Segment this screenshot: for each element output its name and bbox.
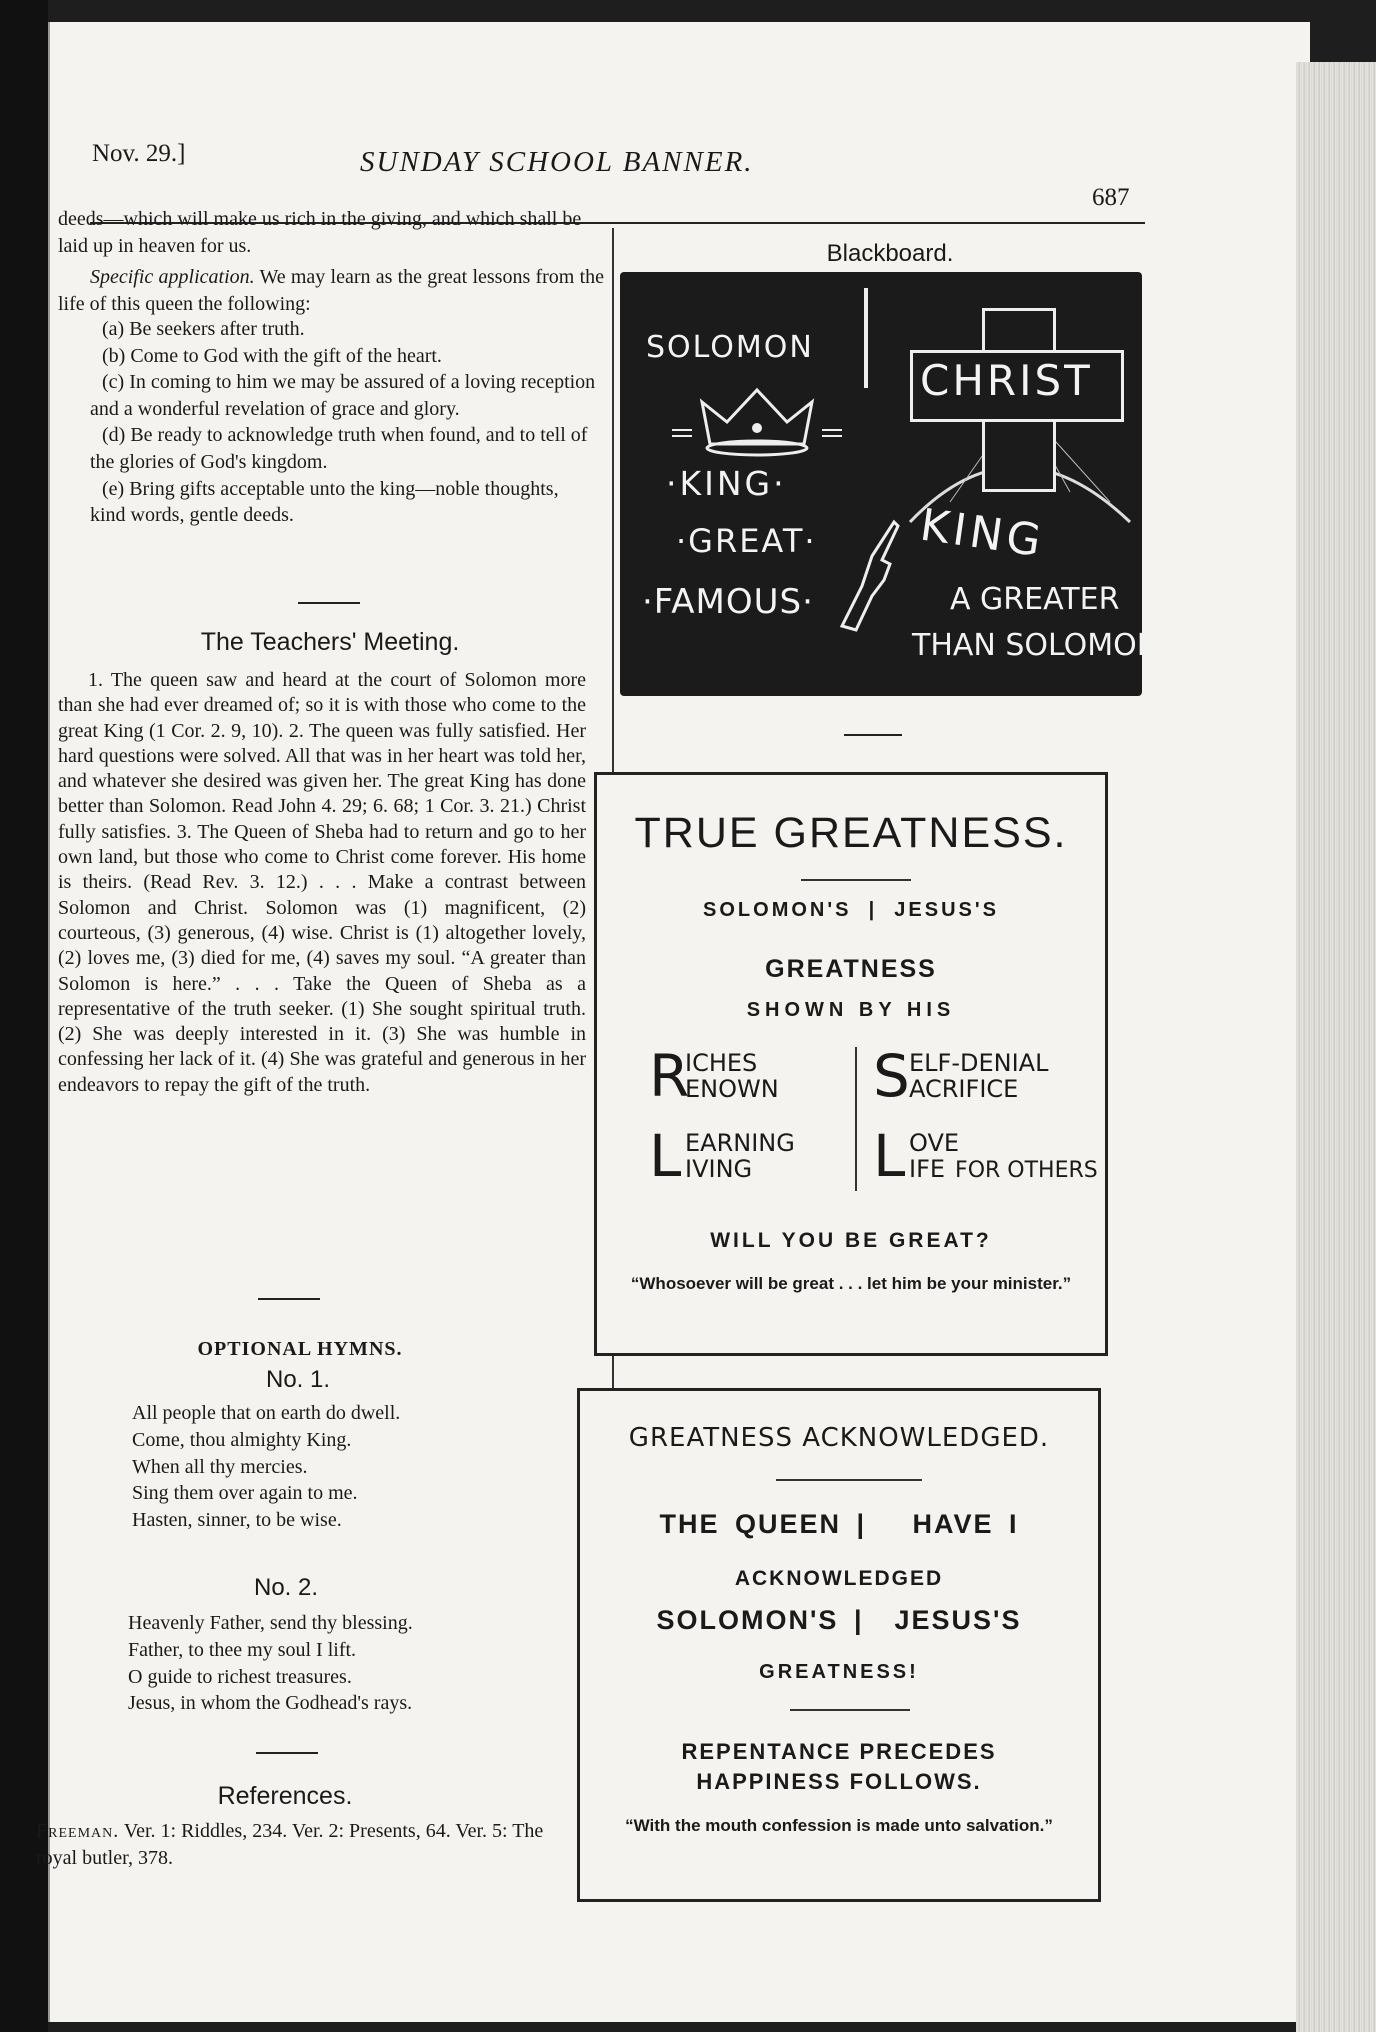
greatness-acknowledged-heads: THE QUEEN | HAVE I — [659, 1509, 1019, 1539]
greatness-acknowledged-names: SOLOMON'S | JESUS'S — [656, 1605, 1022, 1635]
hymn-line: When all thy mercies. — [132, 1455, 308, 1478]
hymn-line: Heavenly Father, send thy blessing. — [128, 1612, 413, 1634]
true-greatness-quote: “Whosoever will be great . . . let him be your minister.” — [630, 1274, 1072, 1293]
specific-text: We may learn as the great lessons from the life of this queen the following: — [58, 266, 605, 315]
initial-letter: L — [649, 1122, 682, 1190]
true-greatness-box — [594, 772, 1108, 1356]
application-item: (b) Come to God with the gift of the heart. — [102, 344, 442, 367]
pointing-hand-icon — [832, 516, 912, 636]
blackboard-illustration — [620, 272, 1160, 696]
inner-rule — [790, 1709, 910, 1711]
word-rest: ENOWN — [685, 1075, 779, 1103]
header-title: SUNDAY SCHOOL BANNER. — [360, 146, 754, 178]
greatness-acknowledged-title: GREATNESS ACKNOWLEDGED. — [628, 1423, 1050, 1453]
happiness-follows: HAPPINESS FOLLOWS. — [696, 1769, 982, 1794]
blackboard-king: ·KING· — [666, 464, 787, 503]
repentance-precedes: REPENTANCE PRECEDES — [681, 1739, 997, 1764]
references-body — [36, 1818, 586, 1871]
word-rest: OVE — [909, 1129, 960, 1157]
blackboard-famous: ·FAMOUS· — [642, 582, 814, 622]
hymn-number-2: No. 2. — [253, 1574, 319, 1601]
comparison-divider — [855, 1047, 857, 1191]
page-edges — [1296, 62, 1376, 2032]
word-rest: ELF-DENIAL — [909, 1049, 1049, 1077]
word-rest: ICHES — [685, 1049, 758, 1077]
inner-rule — [801, 879, 911, 881]
word-rest: IVING — [685, 1155, 753, 1183]
hymn-number-1: No. 1. — [265, 1366, 331, 1393]
will-you-be-great: WILL YOU BE GREAT? — [710, 1229, 992, 1252]
specific-label: Specific application. — [90, 266, 255, 288]
hymn-line: Hasten, sinner, to be wise. — [132, 1509, 342, 1532]
binding-shadow — [0, 0, 48, 2032]
section-rule — [298, 602, 360, 604]
acknowledged-label: ACKNOWLEDGED — [734, 1567, 944, 1590]
inner-rule — [776, 1479, 922, 1481]
blackboard-king-large: KING — [917, 499, 1048, 568]
application-item: (c) In coming to him we may be assured of a loving reception and a wonderful revelation of grace and glory. — [90, 371, 596, 420]
blackboard-than-solomon: THAN SOLOMON — [912, 628, 1160, 663]
header-date: Nov. 29.] — [92, 140, 186, 167]
intro-paragraph: deeds—which will make us rich in the giving, and which shall be laid up in heaven for us. — [58, 208, 582, 257]
initial-letter: R — [649, 1042, 690, 1110]
hymn-line: All people that on earth do dwell. — [132, 1402, 401, 1424]
applications-list — [90, 316, 598, 529]
crown-icon — [672, 382, 842, 462]
hymn-list-2 — [128, 1610, 548, 1717]
greatness-acknowledged-quote: “With the mouth confession is made unto salvation.” — [625, 1816, 1053, 1835]
blackboard-solomon: SOLOMON — [646, 330, 814, 365]
hymn-line: O guide to richest treasures. — [128, 1665, 352, 1688]
true-greatness-greatness: GREATNESS — [765, 955, 937, 983]
page-number: 687 — [1092, 184, 1130, 211]
hymn-line: Come, thou almighty King. — [132, 1428, 352, 1451]
blackboard-christ: CHRIST — [920, 356, 1093, 405]
blackboard-great: ·GREAT· — [676, 522, 817, 560]
blackboard-title: Blackboard. — [826, 240, 954, 267]
hymn-list-1 — [132, 1400, 552, 1534]
hymn-line: Jesus, in whom the Godhead's rays. — [128, 1692, 413, 1715]
greatness-exclaim: GREATNESS! — [759, 1661, 919, 1683]
hymn-line: Sing them over again to me. — [132, 1482, 358, 1505]
word-rest — [909, 1155, 1098, 1185]
application-item: (a) Be seekers after truth. — [102, 318, 305, 340]
application-item: (d) Be ready to acknowledge truth when found, and to tell of the glories of God's kingdom. — [90, 424, 588, 473]
section-rule — [258, 1298, 320, 1300]
greatness-acknowledged-box — [577, 1388, 1101, 1902]
blackboard-a-greater: A GREATER — [950, 582, 1120, 617]
application-item: (e) Bring gifts acceptable unto the king—noble thoughts, kind words, gentle deeds. — [90, 477, 559, 527]
hymn-line: Father, to thee my soul I lift. — [128, 1638, 357, 1661]
section-rule — [844, 734, 902, 736]
word-rest: ACRIFICE — [909, 1075, 1019, 1103]
true-greatness-title: TRUE GREATNESS. — [634, 809, 1068, 857]
initial-letter: L — [873, 1122, 906, 1190]
true-greatness-shown-by: SHOWN BY HIS — [746, 999, 956, 1021]
references-title: References. — [217, 1782, 353, 1810]
blackboard-divider — [864, 288, 868, 388]
true-greatness-heads: SOLOMON'S | JESUS'S — [703, 899, 999, 921]
optional-hymns-title: OPTIONAL HYMNS. — [197, 1338, 403, 1360]
teachers-meeting-title: The Teachers' Meeting. — [200, 628, 460, 656]
teachers-meeting-body: 1. The queen saw and heard at the court of Solomon more than she had ever dreamed of; so it is with those who come to the great King (1 Cor. 2. 9, 10). 2. The queen was fully satisfied. Her hard questions were solved. All that was in her heart was told her, and whatever she desired was given her. The great King has done better than Solomon. Read John 4. 29; 6. 68; 1 Cor. 3. 21.) Christ fully satisfies. 3. The Queen of Sheba had to return and go to her own land, but those who come to Christ come forever. His home is theirs. (Read Rev. 3. 12.) . . . Make a contrast between Solomon and Christ. Solomon was (1) magnificent, (2) courteous, (3) generous, (4) wise. Christ is (1) altogether lovely, (2) loves me, (3) died for me, (4) saves my soul. “A greater than Solomon is here.” . . . Take the Queen of Sheba as a representative of the truth seeker. (1) She sought spiritual truth. (2) She was deeply interested in it. (3) She was humble in confessing her lack of it. (4) She was grateful and generous in her endeavors to repay the gift of the truth. — [58, 669, 586, 1096]
initial-letter: S — [873, 1042, 910, 1110]
section-rule — [256, 1752, 318, 1754]
specific-application — [58, 264, 604, 317]
for-others: FOR OTHERS — [955, 1158, 1098, 1183]
word-rest-life: IFE — [909, 1155, 946, 1183]
references-text: Ver. 1: Riddles, 234. Ver. 2: Presents, 64. Ver. 5: The royal butler, 378. — [36, 1820, 544, 1869]
references-author: Freeman. — [36, 1820, 120, 1842]
word-rest: EARNING — [685, 1129, 795, 1157]
